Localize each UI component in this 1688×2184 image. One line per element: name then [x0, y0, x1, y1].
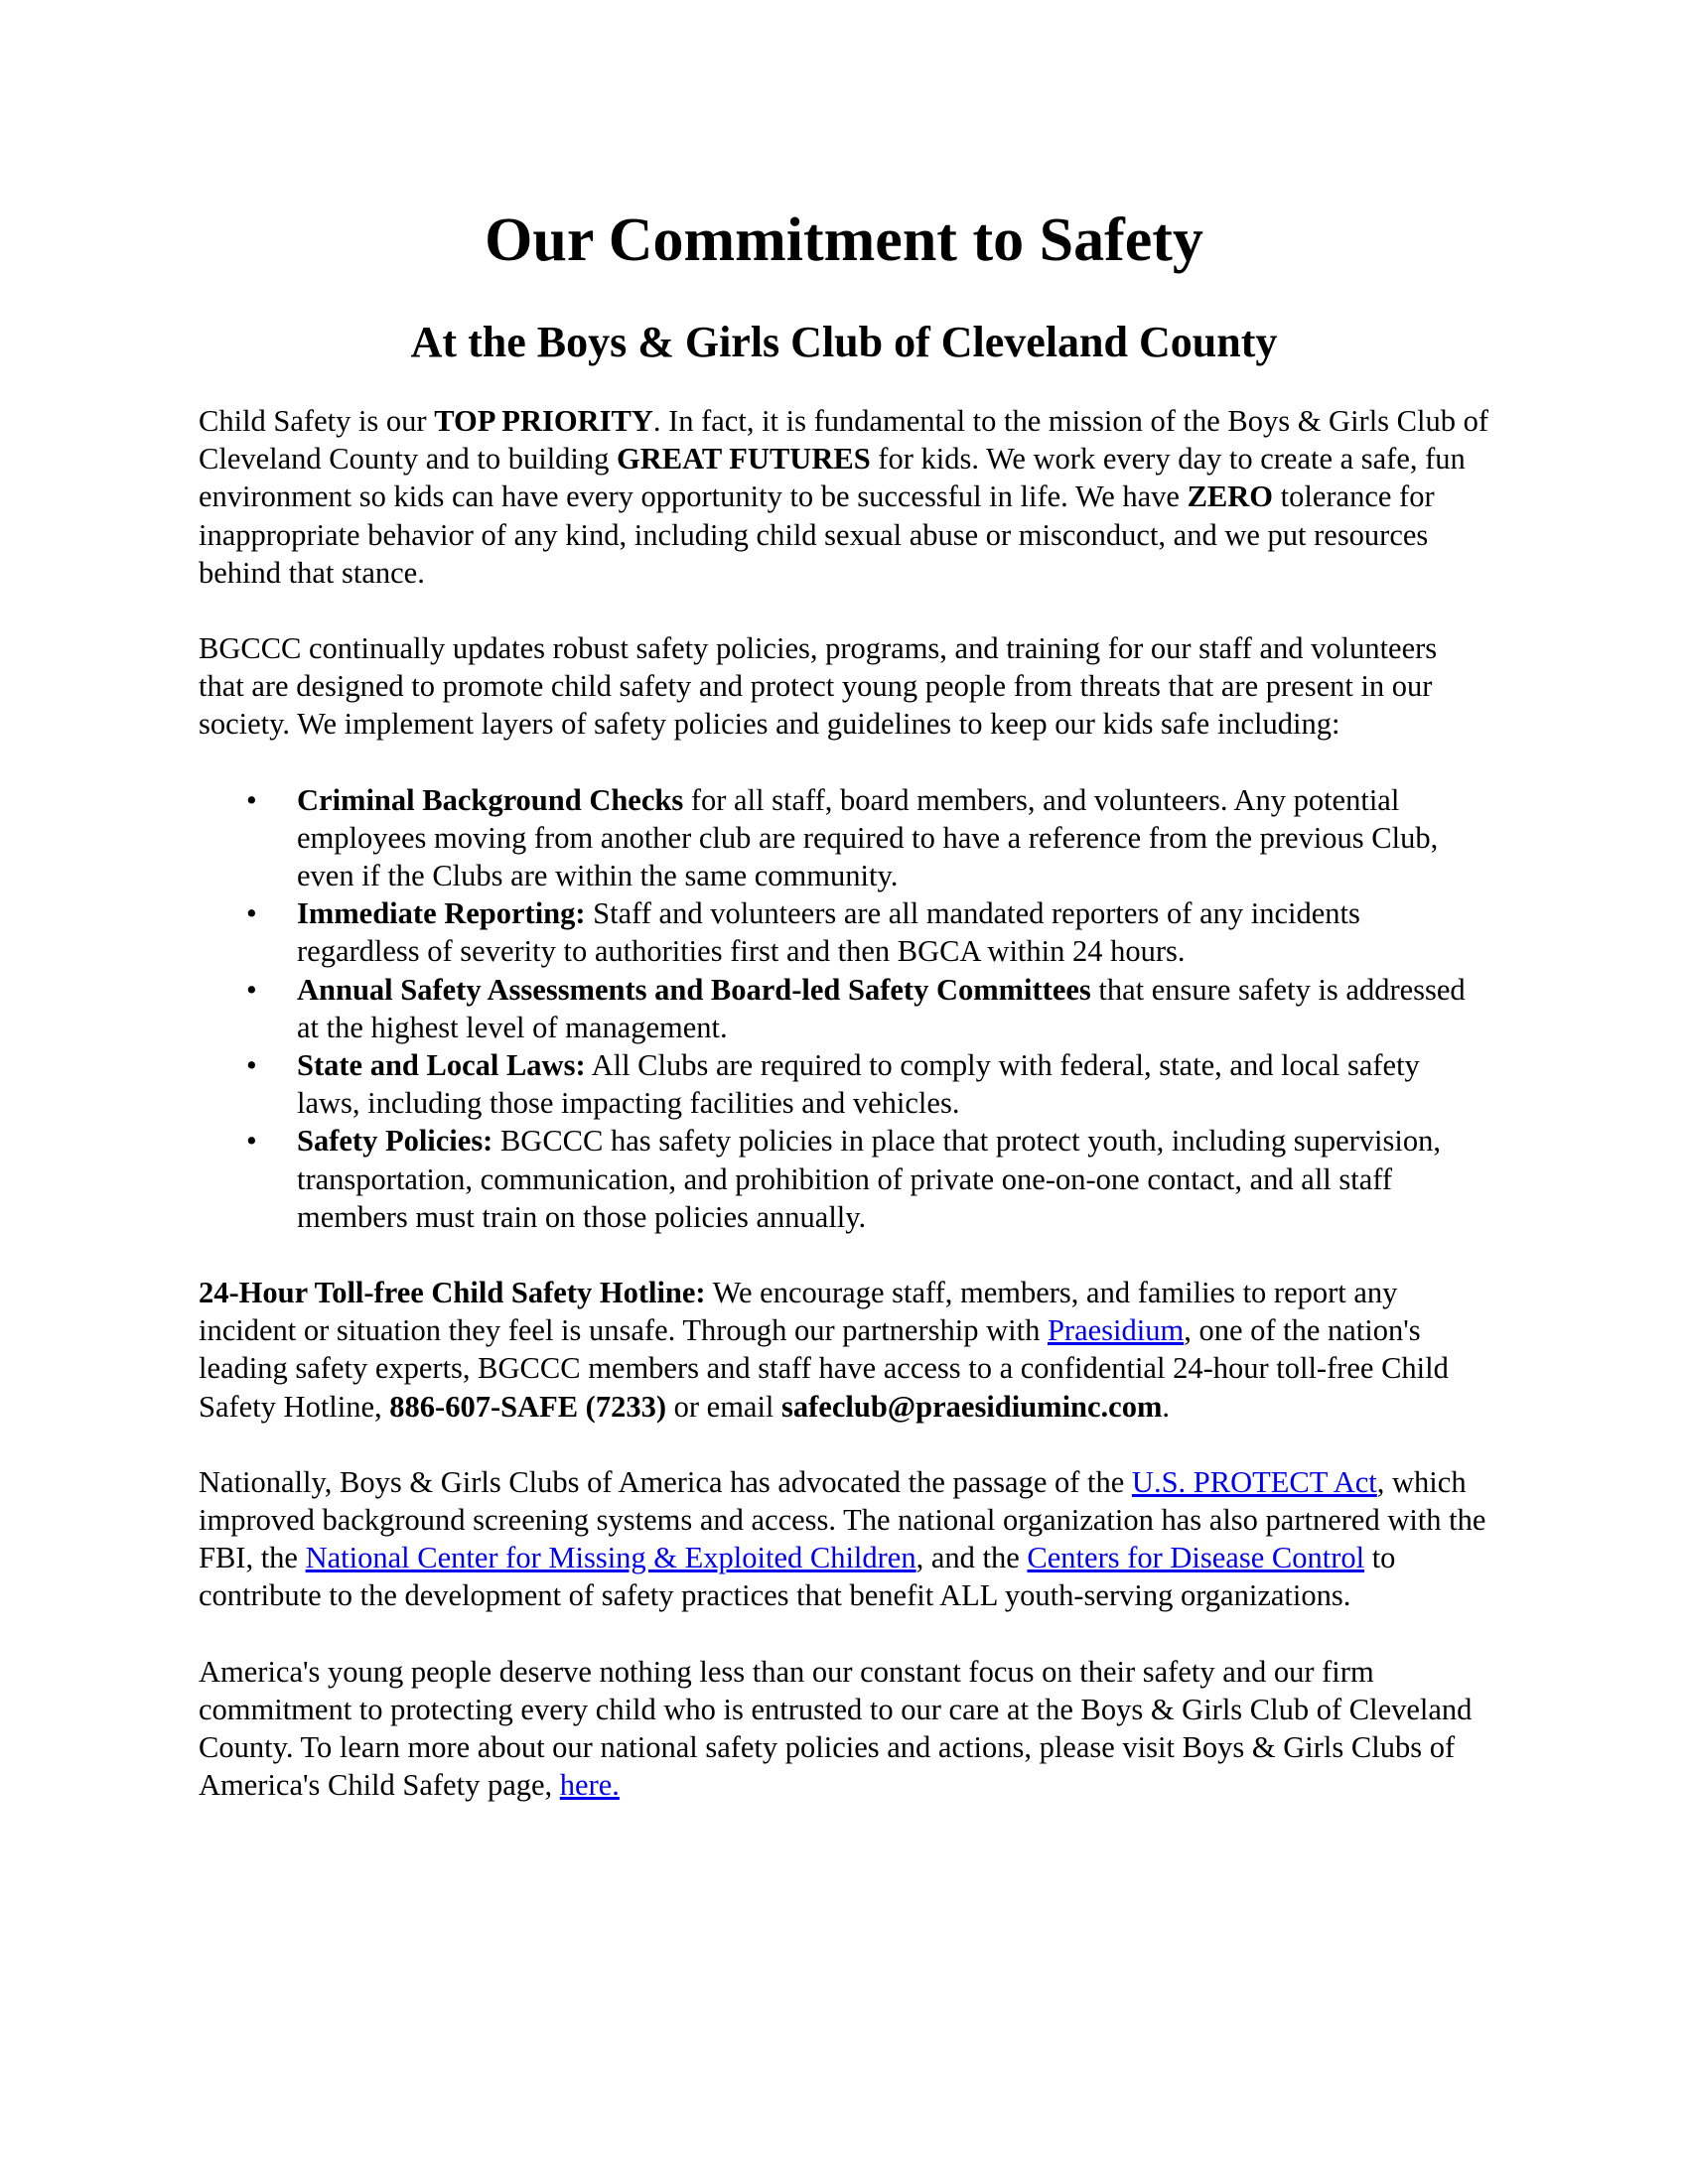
top-priority-emphasis: TOP PRIORITY	[434, 404, 653, 438]
bullet-icon: •	[246, 972, 257, 1007]
page-title: Our Commitment to Safety	[485, 206, 1203, 274]
praesidium-link[interactable]: Praesidium	[1047, 1313, 1185, 1348]
bullet-icon: •	[246, 782, 257, 817]
child-safety-page-link[interactable]: here.	[559, 1768, 620, 1803]
list-item-safety-policies: • Safety Policies: BGCCC has safety policies in place that protect youth, including supervision, transportation, communication, and prohibition of private one-on-one contact, and all staff members must train on those policies annually.	[246, 1124, 1442, 1234]
ncmec-link[interactable]: National Center for Missing & Exploited Children	[305, 1541, 916, 1575]
bullet-icon: •	[246, 1048, 257, 1083]
hotline-phone: 886-607-SAFE (7233)	[389, 1389, 666, 1424]
intro-paragraph: Child Safety is our TOP PRIORITY. In fact, it is fundamental to the mission of the Boys & Girls Club of Cleveland County and to building GREAT FUTURES for kids. We work every day to create a safe, fun environment so kids can have every opportunity to be successful in life. We have ZERO tolerance for inappropriate behavior of any kind, including child sexual abuse or misconduct, and we put resources behind that stance.	[199, 404, 1489, 590]
document-body	[199, 402, 1489, 1805]
zero-emphasis: ZERO	[1187, 479, 1274, 514]
list-item-background-checks: • Criminal Background Checks for all staff, board members, and volunteers. Any potential employees moving from another club are required to have a reference from the previous Club, even if the Clubs are within the same community.	[246, 782, 1439, 893]
hotline-paragraph: 24-Hour Toll-free Child Safety Hotline: We encourage staff, members, and families to report any incident or situation they feel is unsafe. Through our partnership with Praesidium, one of the nation's leading safety experts, BGCCC members and staff have access to a confidential 24-hour toll-free Child Safety Hotline, 886-607-SAFE (7233) or email safeclub@praesidiuminc.com.	[199, 1276, 1449, 1424]
bullet-icon: •	[246, 1124, 257, 1159]
list-item-state-local-laws: • State and Local Laws: All Clubs are required to comply with federal, state, and local safety laws, including those impacting facilities and vehicles.	[246, 1048, 1420, 1121]
policies-paragraph: BGCCC continually updates robust safety policies, programs, and training for our staff and volunteers that are designed to promote child safety and protect young people from threats that are present in our society. We implement layers of safety policies and guidelines to keep our kids safe including:	[199, 631, 1438, 742]
page-subtitle: At the Boys & Girls Club of Cleveland County	[410, 318, 1278, 366]
closing-paragraph: America's young people deserve nothing less than our constant focus on their safety and our firm commitment to protecting every child who is entrusted to our care at the Boys & Girls Club of Cleveland County. To learn more about our national safety policies and actions, please visit Boys & Girls Clubs of America's Child Safety page, here.	[199, 1654, 1473, 1803]
document-page	[199, 205, 1489, 1805]
bullet-icon: •	[246, 896, 257, 931]
hotline-heading: 24-Hour Toll-free Child Safety Hotline:	[199, 1276, 706, 1310]
cdc-link[interactable]: Centers for Disease Control	[1027, 1541, 1365, 1575]
list-item-immediate-reporting: • Immediate Reporting: Staff and volunteers are all mandated reporters of any incidents regardless of severity to authorities first and then BGCA within 24 hours.	[246, 896, 1360, 969]
national-paragraph: Nationally, Boys & Girls Clubs of America has advocated the passage of the U.S. PROTECT Act, which improved background screening systems and access. The national organization has also partnered with the FBI, the National Center for Missing & Exploited Children, and the Centers for Disease Control to contribute to the development of safety practices that benefit ALL youth-serving organizations.	[199, 1464, 1486, 1613]
hotline-email: safeclub@praesidiuminc.com	[781, 1389, 1163, 1424]
protect-act-link[interactable]: U.S. PROTECT Act	[1131, 1464, 1377, 1499]
great-futures-emphasis: GREAT FUTURES	[617, 442, 871, 477]
list-item-safety-assessments: • Annual Safety Assessments and Board-led Safety Committees that ensure safety is addressed at the highest level of management.	[246, 972, 1466, 1044]
safety-measures-list	[199, 781, 1489, 1236]
